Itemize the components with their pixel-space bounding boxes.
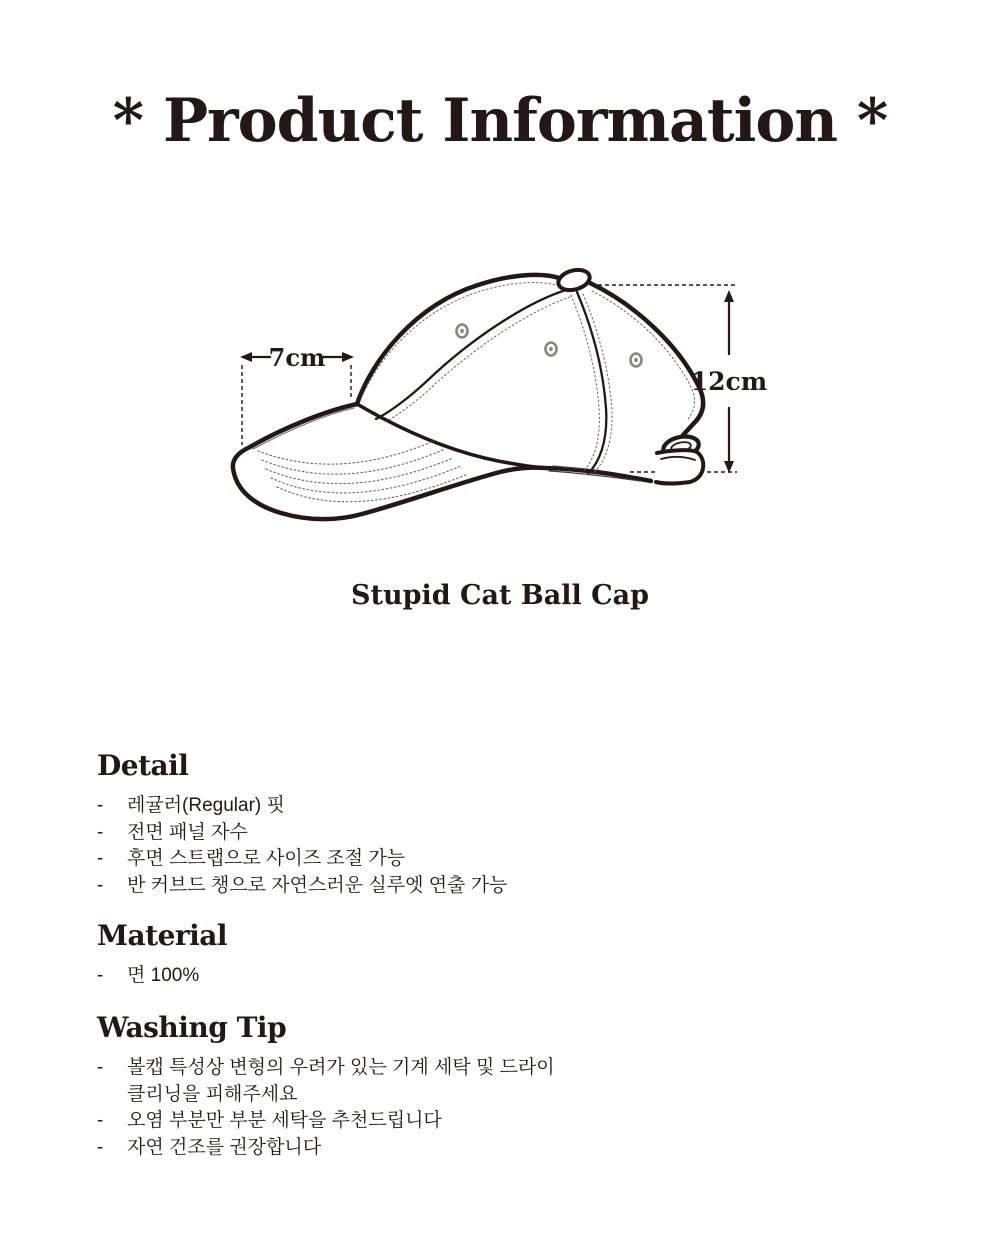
back-strap — [656, 450, 703, 483]
cap-top-button — [556, 267, 592, 294]
list-item — [97, 846, 937, 873]
section-heading: Washing Tip — [97, 1011, 287, 1044]
section-washing — [97, 1011, 937, 1161]
middle-panel-seam-stitch-left — [571, 295, 599, 471]
material-list — [97, 963, 937, 990]
dash-bullet: - — [97, 821, 104, 843]
list-item — [97, 820, 937, 847]
brim-width-label: 7cm — [268, 343, 326, 372]
stitch-arc — [277, 474, 468, 502]
eyelet-icon — [457, 325, 468, 338]
dash-bullet: - — [97, 965, 104, 986]
section-material — [97, 919, 937, 990]
list-item-line-1: 볼캡 특성상 변형의 우려가 있는 기계 세탁 및 드라이 — [127, 1057, 555, 1078]
list-item — [97, 793, 937, 820]
section-heading: Detail — [97, 749, 189, 782]
arrow-right-icon — [342, 352, 354, 362]
dash-bullet: - — [97, 1136, 104, 1158]
cap-diagram — [215, 250, 775, 550]
list-item-line-2: 클리닝을 피해주세요 — [127, 1083, 298, 1105]
list-item-text: 전면 패널 자수 — [127, 821, 248, 843]
eyelet-icon — [631, 354, 642, 367]
stitch-arc — [262, 449, 445, 474]
detail-list — [97, 793, 937, 899]
list-item — [97, 1055, 937, 1108]
arrow-down-icon — [724, 461, 734, 473]
list-item-text: 후면 스트랩으로 사이즈 조절 가능 — [127, 848, 406, 869]
dash-bullet: - — [97, 1110, 104, 1131]
list-item-text: 면 100% — [127, 965, 200, 986]
figure-caption: Stupid Cat Ball Cap — [351, 580, 649, 611]
list-item — [97, 873, 937, 900]
list-item — [97, 1135, 937, 1162]
crown-inner-stitch-front — [361, 283, 556, 399]
brim-binding-line — [253, 408, 354, 449]
eyelets — [457, 325, 642, 367]
eyelet-icon — [546, 343, 557, 356]
list-item-text: 레귤러(Regular) 핏 — [127, 795, 285, 816]
cap-outline-group — [233, 267, 703, 519]
cap-drawing-svg — [215, 250, 775, 550]
washing-list — [97, 1055, 937, 1161]
dash-bullet: - — [97, 1057, 104, 1078]
list-item-text — [127, 1055, 937, 1108]
dash-bullet: - — [97, 874, 104, 896]
page-title: * Product Information * — [112, 86, 888, 156]
arrow-left-icon — [240, 352, 252, 362]
section-detail — [97, 749, 937, 899]
list-item-text: 오염 부분만 부분 세탁을 추천드립니다 — [127, 1110, 442, 1131]
list-item — [97, 1108, 937, 1135]
list-item — [97, 963, 937, 990]
dash-bullet: - — [97, 848, 104, 869]
front-panel-seam-stitch — [383, 297, 570, 423]
middle-panel-seam — [577, 292, 606, 474]
dash-bullet: - — [97, 795, 104, 816]
cap-height-label: 12cm — [690, 367, 768, 396]
stitch-arc — [266, 458, 453, 484]
cap-crown-front-edge — [357, 275, 559, 404]
arrow-up-icon — [724, 290, 734, 302]
list-item-text: 자연 건조를 권장합니다 — [127, 1136, 322, 1158]
stitch-arc — [258, 440, 436, 464]
section-heading: Material — [97, 919, 228, 952]
list-item-text: 반 커브드 챙으로 자연스러운 실루엣 연출 가능 — [127, 874, 508, 896]
